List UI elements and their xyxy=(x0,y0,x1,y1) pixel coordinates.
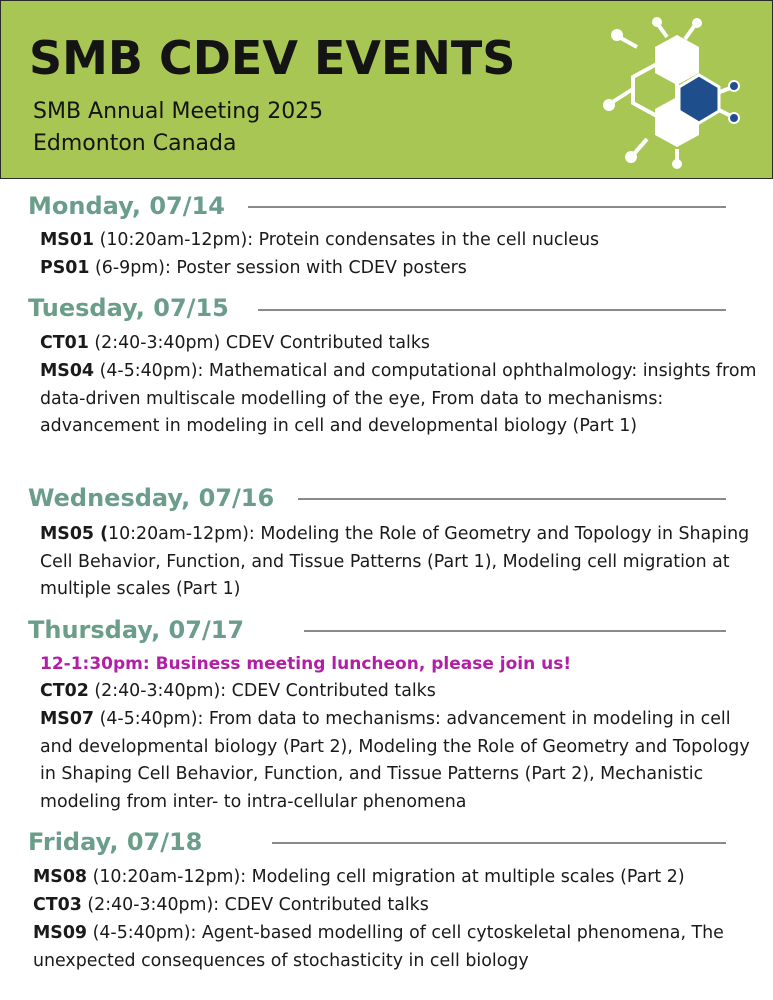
event-ps01: PS01 (6-9pm): Poster session with CDEV posters xyxy=(40,258,467,278)
day-heading-monday: Monday, 07/14 xyxy=(28,192,225,220)
day-heading-thursday: Thursday, 07/17 xyxy=(28,616,245,644)
day-heading-tuesday: Tuesday, 07/15 xyxy=(28,294,229,322)
day-heading-wednesday: Wednesday, 07/16 xyxy=(28,484,275,512)
divider xyxy=(248,206,726,208)
event-ms08: MS08 (10:20am-12pm): Modeling cell migration at multiple scales (Part 2) xyxy=(33,867,685,887)
event-ct03: CT03 (2:40-3:40pm): CDEV Contributed talks xyxy=(33,895,429,915)
event-ct02: CT02 (2:40-3:40pm): CDEV Contributed talks xyxy=(40,681,436,701)
meeting-name: SMB Annual Meeting 2025 xyxy=(33,99,324,124)
divider xyxy=(298,498,726,500)
divider xyxy=(304,630,726,632)
event-ms04: MS04 (4-5:40pm): Mathematical and computational ophthalmology: insights from data-driven multiscale modelling of the eye, From data to mechanisms: advancement in modeling in cell and developmental biology (Part 1) xyxy=(40,361,757,436)
event-ms05: MS05 (10:20am-12pm): Modeling the Role of Geometry and Topology in Shaping Cell Behavior, Function, and Tissue Patterns (Part 1), Modeling cell migration at multiple scales (Part 1) xyxy=(40,524,750,599)
event-ct01: CT01 (2:40-3:40pm) CDEV Contributed talks xyxy=(40,333,430,353)
meeting-location: Edmonton Canada xyxy=(33,131,237,156)
event-ms01: MS01 (10:20am-12pm): Protein condensates in the cell nucleus xyxy=(40,230,600,250)
business-meeting-notice: 12-1:30pm: Business meeting luncheon, please join us! xyxy=(40,654,572,674)
divider xyxy=(258,309,726,311)
event-ms07: MS07 (4-5:40pm): From data to mechanisms: advancement in modeling in cell and developmental biology (Part 2), Modeling the Role of Geometry and Topology in Shaping Cell Behavior, Function, and Tissue Patterns (Part 2), Mechanistic modeling from inter- to intra-cellular phenomena xyxy=(40,709,750,812)
divider xyxy=(272,842,726,844)
event-ms09: MS09 (4-5:40pm): Agent-based modelling of cell cytoskeletal phenomena, The unexpected consequences of stochasticity in cell biology xyxy=(33,923,724,971)
day-heading-friday: Friday, 07/18 xyxy=(28,828,203,856)
page-title: SMB CDEV EVENTS xyxy=(29,31,516,85)
header-banner xyxy=(0,0,773,179)
hexagon-network-icon xyxy=(597,17,747,169)
